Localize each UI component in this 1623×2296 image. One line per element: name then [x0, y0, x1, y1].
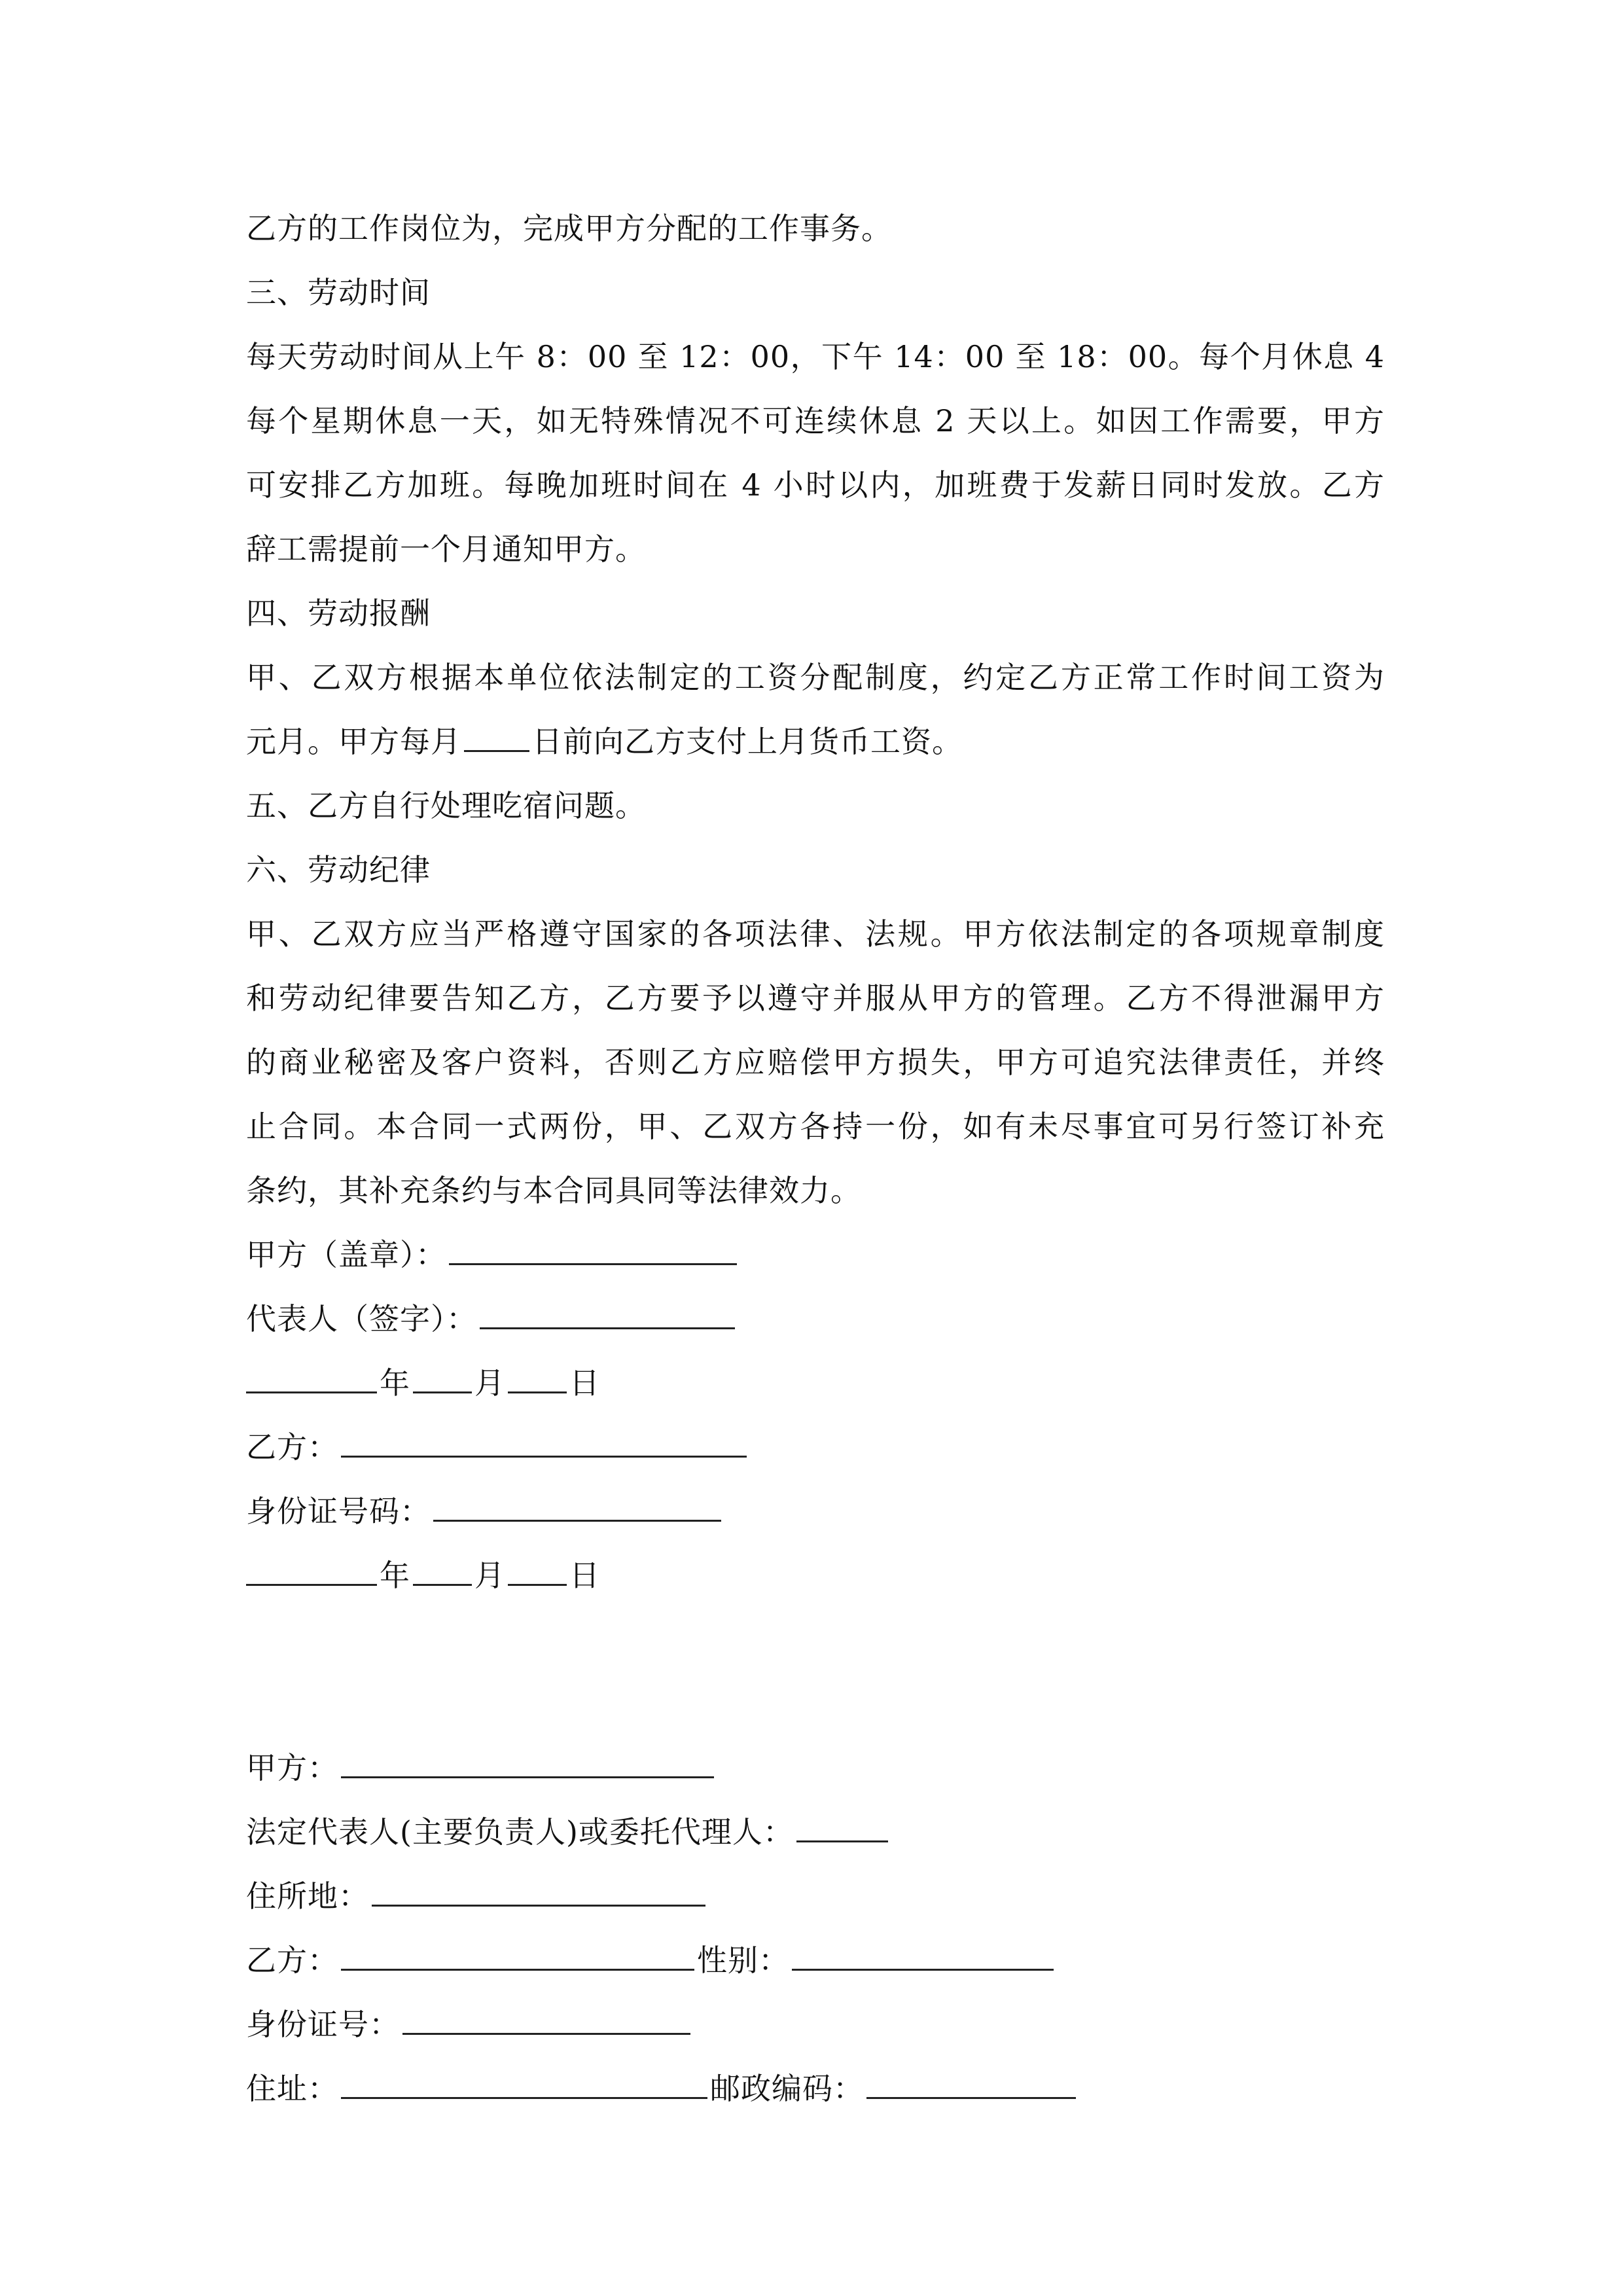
paragraph-line: 辞工需提前一个月通知甲方。	[246, 531, 646, 567]
party-a-seal-row	[246, 1223, 1385, 1287]
month-label: 月	[474, 1365, 505, 1401]
address-postal-row	[246, 2056, 1385, 2121]
party-b-label-2: 乙方：	[246, 1943, 338, 1978]
residence-label: 住所地：	[246, 1878, 369, 1914]
paragraph-line: 甲、乙双方根据本单位依法制定的工资分配制度，约定乙方正常工作时间工资为	[246, 660, 1385, 695]
paragraph-line: 和劳动纪律要告知乙方，乙方要予以遵守并服从甲方的管理。乙方不得泄漏甲方	[246, 980, 1385, 1016]
id-number-row-2	[246, 1992, 1385, 2056]
date-row-b	[246, 1543, 1385, 1607]
party-a-blank[interactable]	[341, 1744, 714, 1778]
id-number-label: 身份证号码：	[246, 1494, 431, 1529]
id-number-label-2: 身份证号：	[246, 2007, 400, 2042]
gender-label: 性别：	[697, 1943, 789, 1978]
gender-blank[interactable]	[792, 1936, 1054, 1971]
section-heading-discipline: 六、劳动纪律	[246, 852, 431, 888]
year-blank[interactable]	[246, 1551, 377, 1586]
date-row-a	[246, 1351, 1385, 1415]
address-blank[interactable]	[341, 2064, 707, 2099]
paragraph-line: 五、乙方自行处理吃宿问题。	[246, 788, 646, 823]
paragraph-line: 每个星期休息一天，如无特殊情况不可连续休息 2 天以上。如因工作需要，甲方	[246, 403, 1385, 439]
party-b-label: 乙方：	[246, 1429, 338, 1465]
party-b-gender-row	[246, 1928, 1385, 1992]
legal-rep-row	[246, 1800, 1385, 1864]
representative-sign-label: 代表人（签字）：	[246, 1301, 477, 1336]
id-number-row	[246, 1479, 1385, 1543]
party-a-seal-blank[interactable]	[449, 1230, 737, 1265]
salary-text-2: 日前向乙方支付上月货币工资。	[532, 724, 963, 759]
salary-text-1: 元月。甲方每月	[246, 724, 461, 759]
legal-rep-blank[interactable]	[796, 1808, 888, 1842]
year-label: 年	[380, 1558, 410, 1593]
residence-blank[interactable]	[372, 1872, 705, 1907]
day-label: 日	[569, 1558, 600, 1593]
year-blank[interactable]	[246, 1359, 377, 1393]
day-blank[interactable]	[508, 1551, 567, 1586]
address-label: 住址：	[246, 2071, 338, 2106]
spacer	[246, 1607, 1385, 1736]
year-label: 年	[380, 1365, 410, 1401]
day-label: 日	[569, 1365, 600, 1401]
party-a-label: 甲方：	[246, 1750, 338, 1785]
document-body	[246, 196, 1385, 2121]
salary-line	[246, 709, 1385, 774]
paragraph-line: 条约，其补充条约与本合同具同等法律效力。	[246, 1173, 861, 1208]
postal-code-label: 邮政编码：	[710, 2071, 864, 2106]
party-a-seal-label: 甲方（盖章）：	[246, 1237, 446, 1272]
month-blank[interactable]	[413, 1359, 472, 1393]
section-heading-work-hours: 三、劳动时间	[246, 275, 431, 310]
month-label: 月	[474, 1558, 505, 1593]
id-number-blank-2[interactable]	[402, 2000, 690, 2035]
month-blank[interactable]	[413, 1551, 472, 1586]
paragraph-line: 甲、乙双方应当严格遵守国家的各项法律、法规。甲方依法制定的各项规章制度	[246, 916, 1385, 952]
section-heading-remuneration: 四、劳动报酬	[246, 596, 431, 631]
paragraph-line: 每天劳动时间从上午 8：00 至 12：00，下午 14：00 至 18：00。每个月休息 4	[246, 339, 1385, 374]
day-blank[interactable]	[508, 1359, 567, 1393]
paragraph-line: 的商业秘密及客户资料，否则乙方应赔偿甲方损失，甲方可追究法律责任，并终	[246, 1045, 1385, 1080]
party-b-blank[interactable]	[341, 1423, 747, 1458]
representative-sign-row	[246, 1287, 1385, 1351]
party-b-row	[246, 1415, 1385, 1479]
id-number-blank[interactable]	[433, 1487, 721, 1522]
legal-rep-label: 法定代表人(主要负责人)或委托代理人：	[246, 1814, 794, 1850]
postal-code-blank[interactable]	[866, 2064, 1076, 2099]
paragraph-line: 止合同。本合同一式两份，甲、乙双方各持一份，如有未尽事宜可另行签订补充	[246, 1109, 1385, 1144]
representative-sign-blank[interactable]	[480, 1295, 735, 1329]
paragraph-line: 乙方的工作岗位为，完成甲方分配的工作事务。	[246, 211, 892, 246]
pay-day-blank[interactable]	[464, 717, 529, 752]
party-a-row	[246, 1736, 1385, 1800]
party-b-blank-2[interactable]	[341, 1936, 694, 1971]
residence-row	[246, 1864, 1385, 1928]
paragraph-line: 可安排乙方加班。每晚加班时间在 4 小时以内，加班费于发薪日同时发放。乙方	[246, 467, 1385, 503]
